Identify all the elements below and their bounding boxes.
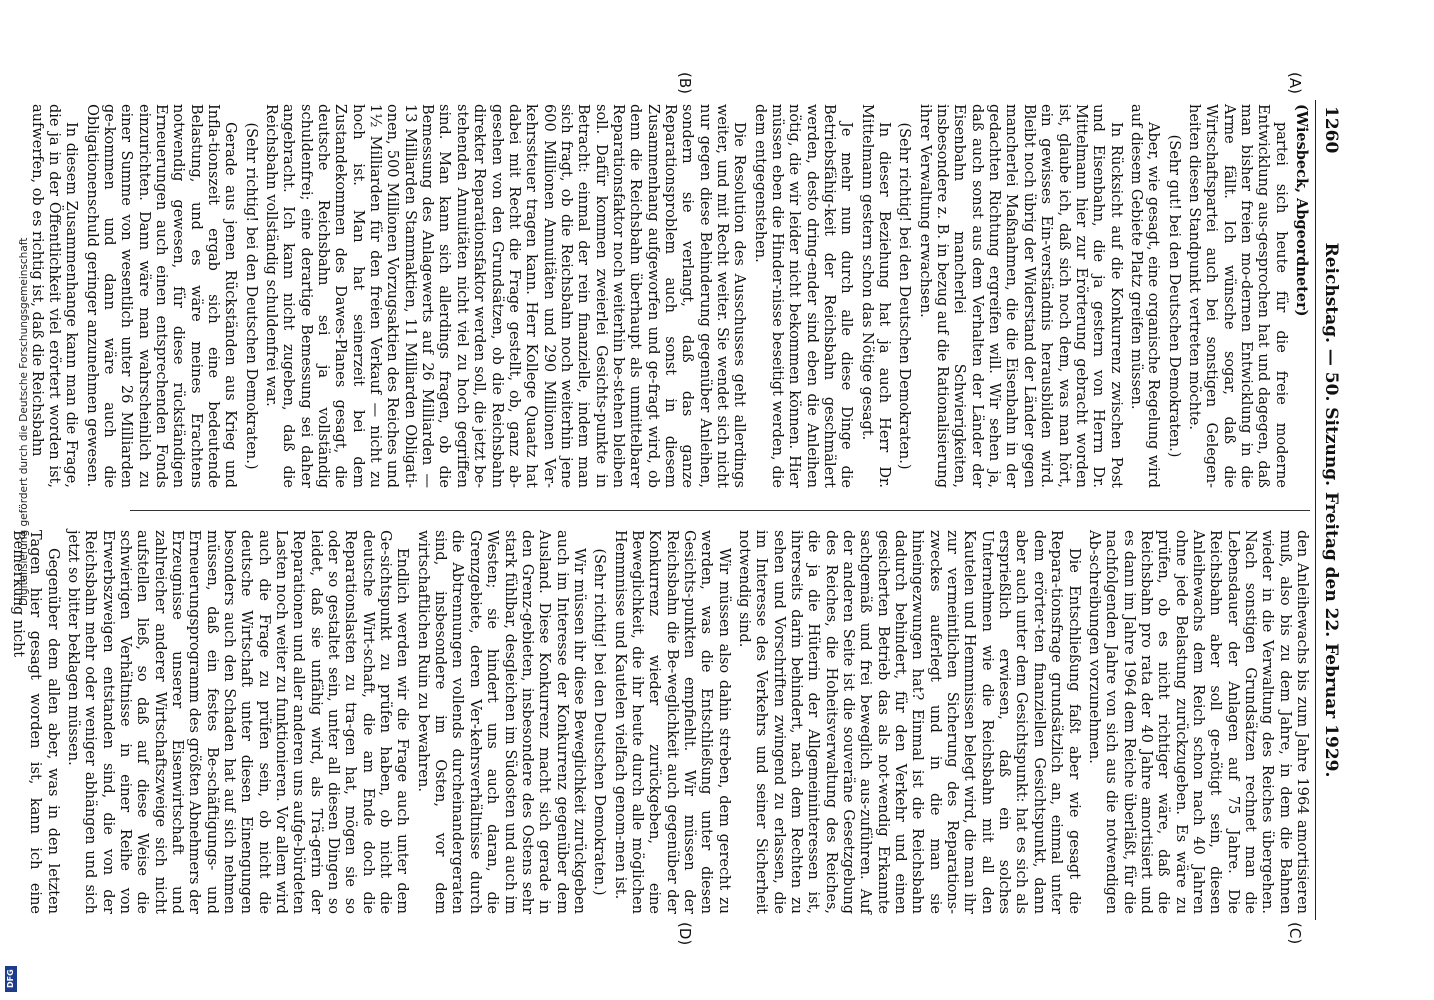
paragraph: In dieser Beziehung hat ja auch Herr Dr. Mittelmann gestern schon das Nötige gesagt. [858, 104, 893, 488]
column-divider [130, 510, 1310, 511]
paragraph: Gerade aus jenen Rückständen aus Krieg und Infla-tionszeit ergab sich eine bedeutende Belastung, und es wäre meines Erachtens notwendig gewesen, für diese rückständigen Erneuerungen auch einen entsprechenden Fonds einzurichten. Dann wäre man wahrscheinlich zu einer Summe von wesentlich unter 26 Milliarden ge-kommen und dann wäre auch die Obligationenschuld geringer anzunehmen gewesen. [83, 104, 239, 488]
left-column [28, 104, 1310, 488]
paragraph: Wir müssen also dahin streben, dem gerecht zu werden, was die Entschließung unter diesen Gesichts-punkten empfiehlt. Wir müssen der Reichsbahn die Be-weglichkeit auch gegenüber der Konkurrenz wieder zurückgeben, eine Beweglichkeit, die ihr heute durch alle möglichen Hemmnisse und Kautelen vielfach genom-men ist. [611, 530, 732, 914]
paragraph: Die Entschließung faßt aber wie gesagt die Repara-tionsfrage grundsätzlich an, einmal unter dem erörter-ten finanziellen Gesichtspunkt, dann aber auch unter dem Gesichtspunkt: hat es sich als ersprießlich erwiesen, daß ein solches Unternehmen wie die Reichsbahn mit all den Kautelen und Hemmnissen belegt wird, die man ihr zur vermeintlichen Sicherung des Reparations-zweckes auferlegt und in die man sie hineingezwungen hat? Einmal ist die Reichsbahn dadurch behindert, für den Verkehr und einen gesicherten Betrieb das als not-wendig Erkannte sachgemäß und frei beweglich aus-zuführen. Auf der anderen Seite ist die souveräne Gesetzgebung des Reiches, die Hoheitsverwaltung des Reiches, die ja die Hüterin der Allgemeininteressen ist, ihrerseits darin behindert, nach dem Rechten zu sehen und Vorschriften zwingend zu erlassen, die im Interesse des Verkehrs und seiner Sicherheit notwendig sind. [736, 530, 1082, 914]
page-number: 1260 [1321, 106, 1341, 154]
speaker-name: (Wiesbeck, Abgeordneter) [1293, 104, 1310, 317]
paragraph: Die Resolution des Ausschusses geht allerdings weiter, und mit Recht weiter. Sie wendet sich nicht nur gegen diese Behinderung gegenüber Anleihen, sondern sie verlangt, daß das ganze Reparationsproblem auch sonst in diesem Zusammenhang aufgeworfen und ge-fragt wird, ob denn die Reichsbahn überhaupt als unmittelbarer Reparationsfaktor noch weiterhin be-stehen bleiben soll. Dafür kommen zweierlei Gesichts-punkte in Betracht: einmal der rein finanzielle, indem man sich fragt, ob die Reichsbahn noch weiterhin jene 600 Millionen Annuitäten und 290 Millionen Ver-kehrssteuer tragen kann. Herr Kollege Quaatz hat dabei mit Recht die Frage gestellt, ob, ganz ab-gesehen von den Grundsätzen, ob die Reichsbahn direkter Reparationsfaktor werden soll, die jetzt be-stehenden Annuitäten nicht viel zu hoch gegriffen sind. Man kann sich allerdings fragen, ob die Bemessung des Anlagewerts auf 26 Milliarden — 13 Milliarden Stammaktien, 11 Milliarden Obligati-onen, 500 Millionen Vorzugsaktien des Reiches und 1½ Milliarden für den freien Verkauf — nicht zu hoch ist. Man hat seinerzeit bei dem Zustandekommen des Dawes-Planes gesagt, die deutsche Reichsbahn sei ja vollständig schuldenfrei; eine derartige Bemessung sei daher angebracht. Ich kann nicht zugeben, daß die Reichsbahn vollständig schuldenfrei war. [263, 104, 748, 488]
margin-marker-a: (A) [1286, 72, 1304, 94]
paragraph: Endlich werden wir die Frage auch unter dem Ge-sichtspunkt zu prüfen haben, ob nicht die deutsche Wirt-schaft, die am Ende doch die Reparationslasten zu tra-gen hat, mögen sie so oder so gestaltet sein, unter all diesen Dingen so leidet, daß sie unfähig wird, als Trä-gerin der Reparationen und aller anderen uns aufge-bürdeten Lasten noch weiter zu funktionieren. Vor allem wird auch die Frage zu prüfen sein, ob nicht die deutsche Wirtschaft unter diesen Einengungen besonders auch den Schaden hat auf sich nehmen müssen, daß ein festes Be-schäftigungs- und Erneuerungsprogramm des größten Abnehmers der Erzeugnisse unserer Eisenwirtschaft und zahlreicher anderer Wirtschaftszweige sich nicht aufstellen ließ, so daß auf diese Weise die schwierigen Verhältnisse in einer Reihe von Erwerbszweigen entstanden sind, die von der Reichsbahn mehr oder weniger abhängen und sich jetzt so bitter beklagen müssen. [64, 530, 411, 914]
page-header [1315, 100, 1344, 920]
margin-marker-b: (B) [676, 72, 694, 94]
digitization-footer [4, 0, 30, 1000]
paragraph: Je mehr nun durch alle diese Dinge die Betriebsfähig-keit der Reichsbahn geschmälert werden, desto dring-ender sind eben die Anleihen nötig, die wir leider nicht bekommen können. Hier müssen eben die Hinder-nisse beseitigt werden, die dem entgegenstehen. [751, 104, 855, 488]
speaker-line [1292, 104, 1310, 488]
page-title: Reichstag. — 50. Sitzung. Freitag den 22. Februar 1929. [1321, 242, 1341, 778]
interjection: (Sehr richtig! bei den Deutschen Demokraten.) [896, 122, 913, 470]
paragraph: Wir müssen ihr diese Beweglichkeit zurückgeben auch im Interesse der Konkurrenz gegenüber dem Ausland. Diese Konkurrenz macht sich gerade in den Grenz-gebieten, insbesondere des Ostens sehr stark fühlbar, desgleichen im Südosten und auch im Westen; sie hindert uns auch daran, die Grenzgebiete, deren Ver-kehrsverhältnisse durch die Abtrennungen vollends durcheinandergeraten sind, insbesondere im Osten, vor dem wirtschaftlichen Ruin zu bewahren. [414, 530, 587, 914]
margin-marker-d: (D) [676, 922, 694, 946]
footer-text: Digitalisierung gefördert durch die Deutsche Forschungsgemeinschaft [18, 237, 30, 606]
interjection: (Sehr richtig! bei den Deutschen Demokraten.) [242, 122, 259, 470]
paragraph: Gegenüber dem allen aber, was in den letzten Tagen hier gesagt worden ist, kann ich eine Bemerkung nicht [9, 530, 61, 914]
paragraph: In Rücksicht auf die Konkurrenz zwischen Post und Eisenbahn, die ja gestern von Herrn Dr. Mittelmann hier zur Erörterung gebracht worden ist, glaube ich, daß sich noch dem, was man hört, ein gewisses Ein-verständnis herausbilden wird. Bleibt noch übrig der Widerstand der Länder gegen mancherlei Maßnahmen, die die Eisenbahn in der gedachten Richtung ergreifen will. Wir sehen ja, daß auch sonst aus dem Verhalten der Länder der Eisenbahn mancherlei Schwierigkeiten, insbesondere z. B. in bezug auf die Rationalisierung ihrer Verwaltung erwachsen. [916, 104, 1124, 488]
interjection: (Sehr richtig! bei den Deutschen Demokraten.) [591, 548, 608, 896]
paragraph: Aber, wie gesagt, eine organische Regelung wird auf diesem Gebiete Platz greifen müssen. [1127, 104, 1162, 488]
right-column [9, 530, 1310, 914]
paragraph: den Anleihewachs bis zum Jahre 1964 amortisieren muß, also bis zu dem Jahre, in dem die Bahnen wieder in die Verwaltung des Reiches übergehen. Nach sonstigen Grundsätzen rechnet man die Lebensdauer der Anlagen auf 75 Jahre. Die Reichsbahn aber soll ge-nötigt sein, diesen Anleihewachs dem Reich schon nach 40 Jahren ohne jede Belastung zurückzugeben. Es wäre zu prüfen, ob es nicht richtiger wäre, daß die Reichsbahn pro rata der 40 Jahre amortisiert und es dann im Jahre 1964 dem Reiche überläßt, für die nachfolgenden Jahre von sich aus die notwendigen Ab-schreibungen vorzunehmen. [1085, 530, 1310, 914]
interjection: (Sehr gut! bei den Deutschen Demokraten.) [1165, 134, 1182, 458]
dfg-logo: DFG [5, 966, 17, 992]
margin-marker-c: (C) [1286, 922, 1304, 945]
paragraph: partei sich heute für die freie moderne Entwicklung aus-gesprochen hat und dagegen, daß man bisher freien mo-dernen Entwicklung in die Arme fällt. Ich wünsche sogar, daß die Wirtschaftspartei auch bei sonstigen Gelegen-heiten diesen Standpunkt vertreten möchte. [1185, 104, 1289, 488]
paragraph: In diesem Zusammenhange kann man die Frage, die ja in der Öffentlichkeit viel erörtert worden ist, aufwerfen, ob es richtig ist, daß die Reichsbahn [28, 104, 80, 488]
